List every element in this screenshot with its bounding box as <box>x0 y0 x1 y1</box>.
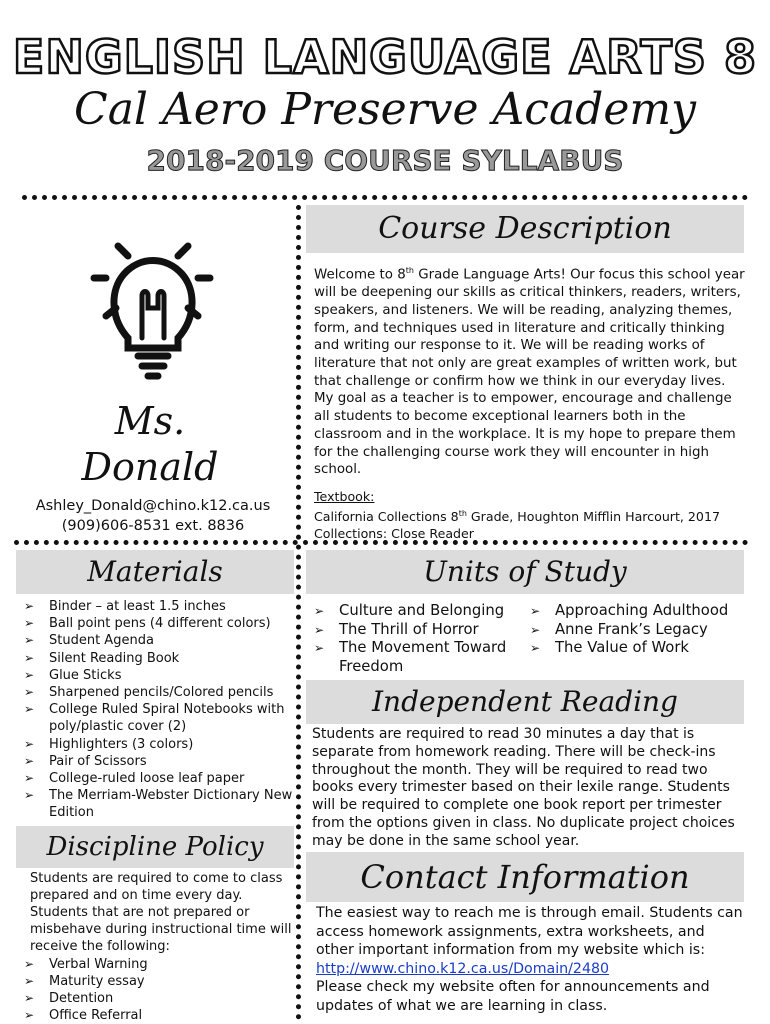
teacher-phone: (909)606-8531 ext. 8836 <box>61 518 245 534</box>
textbook-line-2: Collections: Close Reader <box>314 526 474 542</box>
materials-item <box>22 632 298 649</box>
contact-body <box>316 904 746 1015</box>
arrow-bullet-icon: ➢ <box>24 616 35 631</box>
teacher-email[interactable]: Ashley_Donald@chino.k12.ca.us <box>35 498 271 514</box>
materials-item <box>22 753 298 770</box>
arrow-bullet-icon: ➢ <box>24 599 35 613</box>
textbook-line-1-start: California Collections 8 <box>314 509 459 525</box>
materials-list <box>22 598 298 822</box>
materials-item <box>22 598 298 615</box>
textbook-line-1-end: Grade, Houghton Mifflin Harcourt, 2017 <box>466 509 720 525</box>
contact-text-end: Please check my website often for announcements and updates of what we are learning in class. <box>316 979 710 1014</box>
unit-item-text: The Movement Toward Freedom <box>339 639 507 675</box>
materials-item-text: The Merriam-Webster Dictionary New Edition <box>49 788 293 821</box>
unit-item <box>528 602 758 621</box>
arrow-bullet-icon: ➢ <box>24 1008 35 1022</box>
discipline-body: Students are required to come to class prepared and on time every day. Students that are not prepared or misbehave during instructional time will receive the following: <box>30 871 292 954</box>
materials-item-text: Ball point pens (4 different colors) <box>49 616 271 632</box>
course-description-heading: Course Description <box>306 205 744 253</box>
discipline-heading: Discipline Policy <box>16 826 294 868</box>
discipline-item <box>22 1007 292 1024</box>
discipline-item-text: Office Referral <box>49 1008 143 1023</box>
materials-item-text: Highlighters (3 colors) <box>49 736 194 752</box>
materials-item <box>22 770 298 787</box>
materials-item <box>22 615 298 632</box>
textbook-sup: th <box>458 509 467 518</box>
course-description-body <box>314 262 748 479</box>
materials-item-text: Student Agenda <box>49 633 154 649</box>
teacher-contact <box>10 496 296 536</box>
header-divider <box>22 195 748 200</box>
arrow-bullet-icon: ➢ <box>24 753 35 768</box>
unit-item <box>528 621 758 640</box>
unit-item <box>528 639 758 658</box>
teacher-surname: Donald <box>81 445 219 489</box>
unit-item-text: Culture and Belonging <box>339 602 505 619</box>
independent-reading-heading: Independent Reading <box>306 680 744 724</box>
teacher-title: Ms. <box>114 399 186 443</box>
unit-item <box>312 639 524 676</box>
arrow-bullet-icon: ➢ <box>24 957 35 971</box>
arrow-bullet-icon: ➢ <box>24 991 35 1005</box>
materials-heading: Materials <box>16 550 294 594</box>
discipline-item-text: Detention <box>49 991 114 1006</box>
lightbulb-icon <box>88 238 216 388</box>
unit-item-text: Anne Frank’s Legacy <box>555 620 708 638</box>
arrow-bullet-icon: ➢ <box>24 974 35 988</box>
syllabus-subtitle: 2018-2019 COURSE SYLLABUS <box>146 144 624 177</box>
website-link[interactable]: http://www.chino.k12.ca.us/Domain/2480 <box>316 960 610 977</box>
course-description-text-start: Welcome to 8 <box>314 267 406 283</box>
discipline-list <box>22 956 292 1024</box>
arrow-bullet-icon: ➢ <box>24 685 35 700</box>
independent-reading-body: Students are required to read 30 minutes a day that is separate from homework reading. There will be check-ins throughout the month. They will be required to read two books every trimester based on their lexile range. Students will be required to complete one book report per trimester from the options given in class. No duplicate project choices may be done in the same school year. <box>312 726 735 849</box>
arrow-bullet-icon: ➢ <box>314 622 325 637</box>
school-name: Cal Aero Preserve Academy <box>74 84 696 135</box>
textbook-line-1 <box>314 505 760 525</box>
discipline-item-text: Verbal Warning <box>49 957 148 972</box>
course-title: ENGLISH LANGUAGE ARTS 8 <box>12 30 758 84</box>
materials-item-text: Silent Reading Book <box>49 650 180 666</box>
arrow-bullet-icon: ➢ <box>24 771 35 786</box>
arrow-bullet-icon: ➢ <box>314 641 325 655</box>
units-heading: Units of Study <box>306 550 744 594</box>
unit-item-text: The Thrill of Horror <box>339 620 479 638</box>
arrow-bullet-icon: ➢ <box>24 633 35 648</box>
discipline-item <box>22 973 292 990</box>
materials-item <box>22 701 298 735</box>
unit-item <box>312 602 524 621</box>
contact-heading: Contact Information <box>306 852 744 902</box>
units-column-2 <box>528 602 758 658</box>
materials-item-text: College Ruled Spiral Notebooks with poly/plastic cover (2) <box>49 702 285 735</box>
materials-item <box>22 667 298 684</box>
unit-item <box>312 621 524 640</box>
arrow-bullet-icon: ➢ <box>314 604 325 618</box>
units-column-1 <box>312 602 524 676</box>
teacher-name <box>40 398 260 490</box>
discipline-item <box>22 990 292 1007</box>
arrow-bullet-icon: ➢ <box>24 788 35 803</box>
arrow-bullet-icon: ➢ <box>530 641 541 655</box>
unit-item-text: The Value of Work <box>555 639 689 656</box>
arrow-bullet-icon: ➢ <box>24 736 35 751</box>
arrow-bullet-icon: ➢ <box>24 650 35 665</box>
arrow-bullet-icon: ➢ <box>530 604 541 618</box>
materials-item <box>22 736 298 753</box>
course-description-sup: th <box>405 266 414 275</box>
materials-item-text: College-ruled loose leaf paper <box>49 771 245 787</box>
materials-item-text: Binder – at least 1.5 inches <box>49 599 226 614</box>
materials-item-text: Sharpened pencils/Colored pencils <box>49 685 274 701</box>
contact-text-start: The easiest way to reach me is through email. Students can access homework assignments, extra worksheets, and other important information from my website which is: <box>316 905 743 958</box>
course-description-text-rest: Grade Language Arts! Our focus this school year will be deepening our skills as critical thinkers, readers, writers, speakers, and listeners. We will be reading, analyzing themes, form, and techniques used in literature and critically thinking and writing our response to it. We will be reading works of literature that not only are great examples of written work, but that challenge or confirm how we think in our everyday lives. My goal as a teacher is to empower, encourage and challenge all students to become exceptional learners both in the classroom and in the workplace. It is my hope to prepare them for the challenging course work they will encounter in high school. <box>314 267 745 478</box>
unit-item-text: Approaching Adulthood <box>555 602 729 619</box>
discipline-item <box>22 956 292 973</box>
materials-item <box>22 684 298 701</box>
materials-item-text: Glue Sticks <box>49 667 122 683</box>
arrow-bullet-icon: ➢ <box>24 702 35 717</box>
textbook-info <box>314 488 760 542</box>
materials-item <box>22 787 298 821</box>
left-divider-1 <box>14 540 298 545</box>
discipline-item-text: Maturity essay <box>49 974 145 989</box>
arrow-bullet-icon: ➢ <box>24 667 35 682</box>
materials-item <box>22 650 298 667</box>
textbook-label: Textbook: <box>314 489 375 504</box>
materials-item-text: Pair of Scissors <box>49 753 147 769</box>
arrow-bullet-icon: ➢ <box>530 622 541 637</box>
